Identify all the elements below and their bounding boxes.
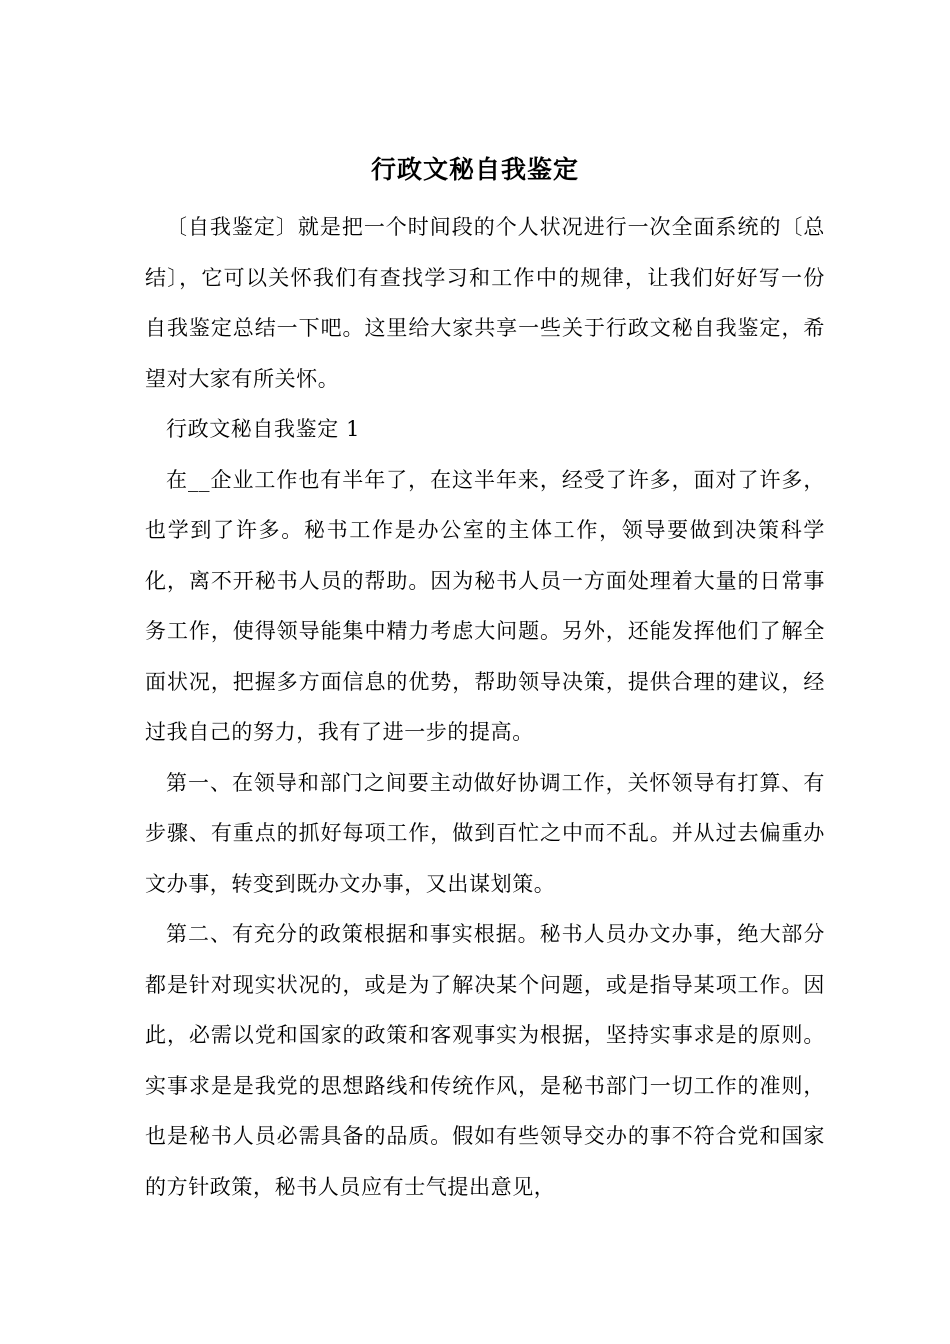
document-title: 行政文秘自我鉴定	[370, 155, 579, 184]
intro-paragraph: 〔自我鉴定〕就是把一个时间段的个人状况进行一次全面系统的〔总结〕，它可以关怀我们有查找学习和工作中的规律，让我们好好写一份自我鉴定总结一下吧。这里给大家共享一些关于行政文秘自我鉴定，希望对大家有所关怀。	[145, 215, 825, 391]
body-paragraph: 第二、有充分的政策根据和事实根据。秘书人员办文办事，绝大部分都是针对现实状况的，或是为了解决某个问题，或是指导某项工作。因此，必需以党和国家的政策和客观事实为根据，坚持实事求是的原则。实事求是是我党的思想路线和传统作风，是秘书部门一切工作的准则，也是秘书人员必需具备的品质。假如有些领导交办的事不符合党和国家的方针政策，秘书人员应有士气提出意见，	[145, 922, 825, 1199]
body-paragraph: 在__企业工作也有半年了，在这半年来，经受了许多，面对了许多，也学到了许多。秘书工作是办公室的主体工作，领导要做到决策科学化，离不开秘书人员的帮助。因为秘书人员一方面处理着大量的日常事务工作，使得领导能集中精力考虑大问题。另外，还能发挥他们了解全面状况，把握多方面信息的优势，帮助领导决策，提供合理的建议，经过我自己的努力，我有了进一步的提高。	[145, 467, 825, 744]
document-body	[145, 202, 825, 1212]
body-paragraph: 第一、在领导和部门之间要主动做好协调工作，关怀领导有打算、有步骤、有重点的抓好每项工作，做到百忙之中而不乱。并从过去偏重办文办事，转变到既办文办事，又出谋划策。	[145, 770, 825, 896]
section-heading: 行政文秘自我鉴定 1	[166, 417, 361, 441]
